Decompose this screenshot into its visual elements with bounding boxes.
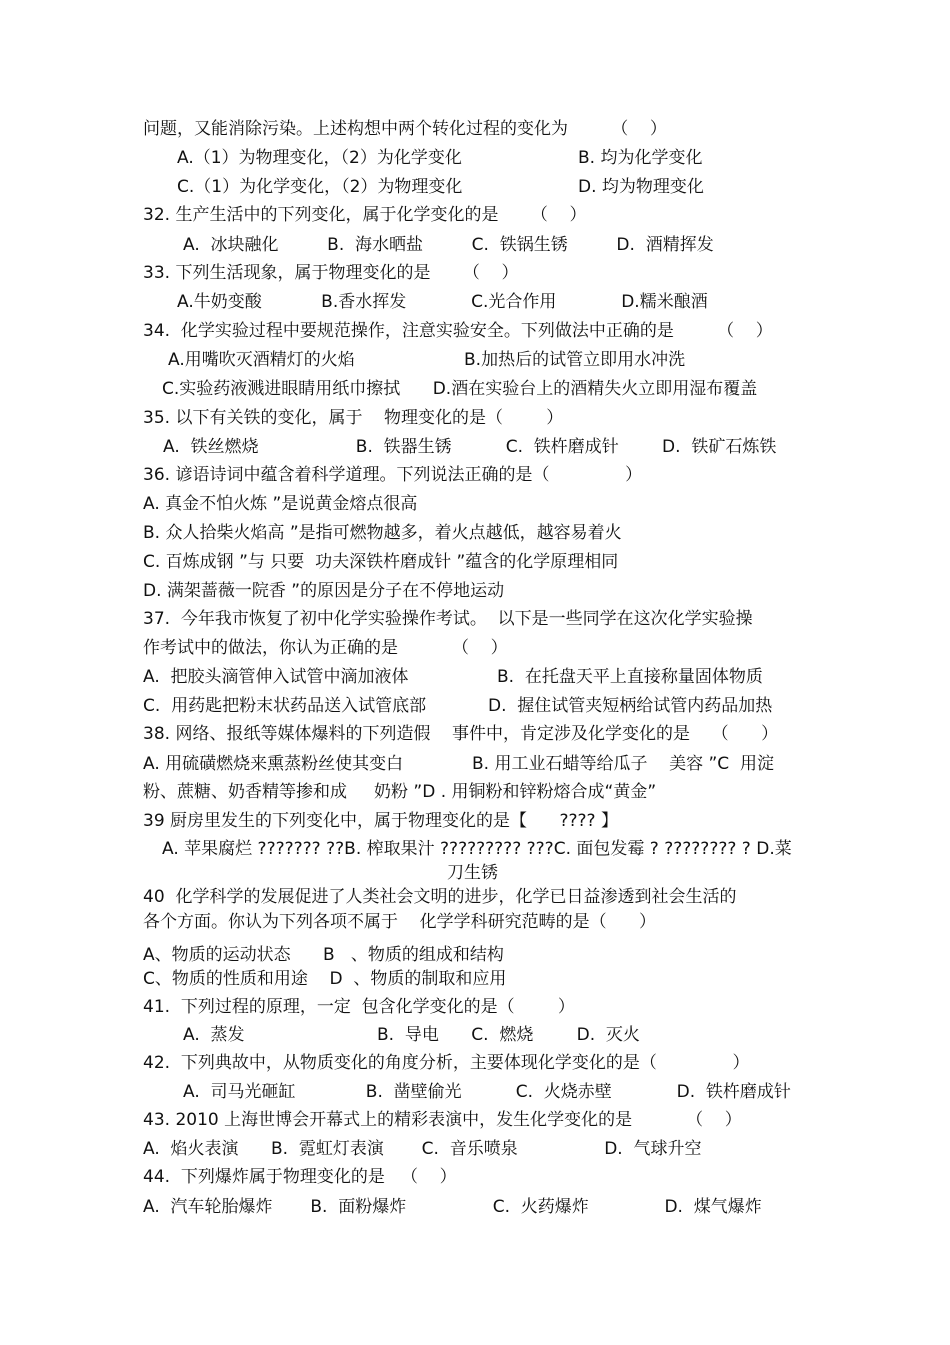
text-line: 问题，又能消除污染。上述构想中两个转化过程的变化为 （ ） (143, 119, 667, 139)
text-line: 38. 网络、报纸等媒体爆料的下列造假 事件中，肯定涉及化学变化的是 （ ） (143, 724, 779, 744)
text-line: A. 司马光砸缸 B. 凿壁偷光 C. 火烧赤壁 D. 铁杵磨成针 (183, 1082, 791, 1102)
text-line: 41. 下列过程的原理，一定 包含化学变化的是（ ） (143, 997, 575, 1017)
text-line: B. 导电 C. 燃烧 D. 灭火 (377, 1025, 640, 1045)
text-line: 42. 下列典故中，从物质变化的角度分析，主要体现化学变化的是（ ） (143, 1053, 750, 1073)
text-line: A. 冰块融化 B. 海水晒盐 C. 铁锅生锈 D. 酒精挥发 (183, 235, 714, 255)
text-line: 37. 今年我市恢复了初中化学实验操作考试。 以下是一些同学在这次化学实验操 (143, 609, 753, 629)
text-line: 33. 下列生活现象，属于物理变化的是 （ ） (143, 263, 519, 283)
text-line: B. 在托盘天平上直接称量固体物质 (497, 667, 763, 687)
text-line: D. 均为物理变化 (578, 177, 704, 197)
text-line: A.用嘴吹灭酒精灯的火焰 (168, 350, 355, 370)
text-line: D. 握住试管夹短柄给试管内药品加热 (488, 696, 773, 716)
text-line: 34. 化学实验过程中要规范操作，注意实验安全。下列做法中正确的是 （ ） (143, 321, 773, 341)
text-line: 39 厨房里发生的下列变化中，属于物理变化的是【 ???? 】 (143, 811, 618, 831)
text-line: C. 百炼成钢 ”与 只要 功夫深铁杵磨成针 ”蕴含的化学原理相同 (143, 552, 619, 572)
text-line: 32. 生产生活中的下列变化，属于化学变化的是 （ ） (143, 205, 587, 225)
text-line: A. 把胶头滴管伸入试管中滴加液体 (143, 667, 409, 687)
text-line: A. 铁丝燃烧 B. 铁器生锈 C. 铁杵磨成针 D. 铁矿石炼铁 (163, 437, 777, 457)
text-line: 35. 以下有关铁的变化，属于 物理变化的是（ ） (143, 408, 564, 428)
text-line: A. 苹果腐烂 ??????? ??B. 榨取果汁 ????????? ???C. 面包发霉 ? ???????? ? D.菜 (162, 839, 792, 859)
text-line: 43. 2010 上海世博会开幕式上的精彩表演中，发生化学变化的是 （ ） (143, 1110, 742, 1130)
text-line: 各个方面。你认为下列各项不属于 化学学科研究范畴的是（ ） (143, 912, 657, 932)
text-line: 粉、蔗糖、奶香精等掺和成 奶粉 ”D . 用铜粉和锌粉熔合成“黄金” (143, 782, 657, 802)
text-line: B.加热后的试管立即用水冲洗 (464, 350, 686, 370)
text-line: B. 用工业石蜡等给瓜子 美容 ”C 用淀 (472, 754, 774, 774)
text-line: A.（1）为物理变化，（2）为化学变化 (177, 148, 462, 168)
text-line: C.（1）为化学变化，（2）为物理变化 (177, 177, 463, 197)
text-line: A. 真金不怕火炼 ”是说黄金熔点很高 (143, 494, 418, 514)
text-line: 44. 下列爆炸属于物理变化的是 （ ） (143, 1167, 457, 1187)
text-line: A.牛奶变酸 B.香水挥发 C.光合作用 D.糯米酿酒 (177, 292, 708, 312)
text-line: B. 众人拾柴火焰高 ”是指可燃物越多，着火点越低，越容易着火 (143, 523, 622, 543)
text-line: A. 用硫磺燃烧来熏蒸粉丝使其变白 (143, 754, 404, 774)
text-line: C、物质的性质和用途 D 、物质的制取和应用 (143, 969, 507, 989)
text-line: A. 汽车轮胎爆炸 B. 面粉爆炸 C. 火药爆炸 D. 煤气爆炸 (143, 1197, 762, 1217)
text-line: C.实验药液溅进眼睛用纸巾擦拭 D.酒在实验台上的酒精失火立即用湿布覆盖 (162, 379, 758, 399)
text-line: A. 焰火表演 B. 霓虹灯表演 C. 音乐喷泉 D. 气球升空 (143, 1139, 702, 1159)
text-line: D. 满架蔷薇一院香 ”的原因是分子在不停地运动 (143, 581, 505, 601)
text-line: A、物质的运动状态 B 、物质的组成和结构 (143, 945, 504, 965)
text-line: 作考试中的做法，你认为正确的是 （ ） (143, 638, 508, 658)
text-line: A. 蒸发 (183, 1025, 245, 1045)
text-line: B. 均为化学变化 (578, 148, 703, 168)
text-line: 刀生锈 (447, 863, 498, 883)
text-line: 40 化学科学的发展促进了人类社会文明的进步，化学已日益渗透到社会生活的 (143, 887, 737, 907)
text-line: C. 用药匙把粉末状药品送入试管底部 (143, 696, 427, 716)
text-line: 36. 谚语诗词中蕴含着科学道理。下列说法正确的是（ ） (143, 465, 643, 485)
